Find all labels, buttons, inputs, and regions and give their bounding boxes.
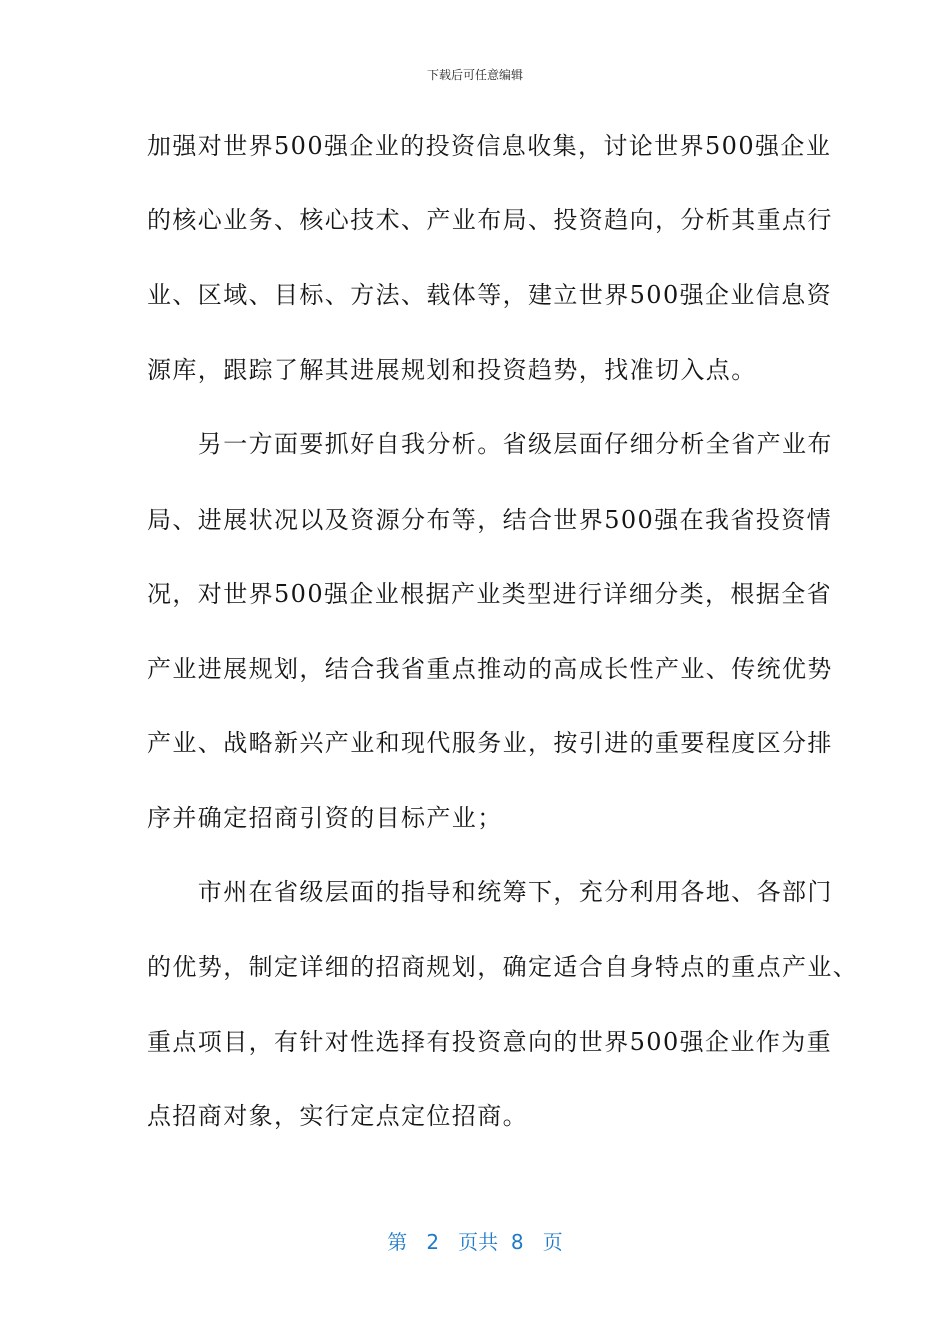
page-mid-text: 页共 — [458, 1230, 499, 1254]
text-line: 业、区域、目标、方法、载体等，建立世界500强企业信息资 — [147, 281, 833, 309]
page-suffix: 页 — [542, 1230, 563, 1254]
page-prefix: 第 — [387, 1230, 408, 1254]
text-line: 另一方面要抓好自我分析。省级层面仔细分析全省产业布 — [147, 430, 833, 458]
text-line: 序并确定招商引资的目标产业； — [147, 804, 503, 832]
text-line: 重点项目，有针对性选择有投资意向的世界500强企业作为重 — [147, 1028, 833, 1056]
text-line: 加强对世界500强企业的投资信息收集，讨论世界500强企业 — [147, 132, 832, 160]
text-line: 局、进展状况以及资源分布等，结合世界500强在我省投资情 — [147, 506, 833, 534]
text-line: 点招商对象，实行定点定位招商。 — [147, 1102, 528, 1130]
text-line: 市州在省级层面的指导和统筹下，充分利用各地、各部门 — [147, 878, 833, 906]
page-number-footer — [0, 1226, 950, 1255]
text-line: 况，对世界500强企业根据产业类型进行详细分类，根据全省 — [147, 580, 833, 608]
text-line: 产业、战略新兴产业和现代服务业，按引进的重要程度区分排 — [147, 729, 833, 757]
total-pages-number: 8 — [510, 1230, 524, 1254]
text-line: 的优势，制定详细的招商规划，确定适合自身特点的重点产业、 — [147, 953, 859, 981]
current-page-number: 2 — [426, 1230, 440, 1254]
header-note: 下载后可任意编辑 — [426, 68, 523, 82]
text-line: 源库，跟踪了解其进展规划和投资趋势，找准切入点。 — [147, 356, 757, 384]
text-line: 产业进展规划，结合我省重点推动的高成长性产业、传统优势 — [147, 655, 833, 683]
text-line: 的核心业务、核心技术、产业布局、投资趋向，分析其重点行 — [147, 206, 833, 234]
